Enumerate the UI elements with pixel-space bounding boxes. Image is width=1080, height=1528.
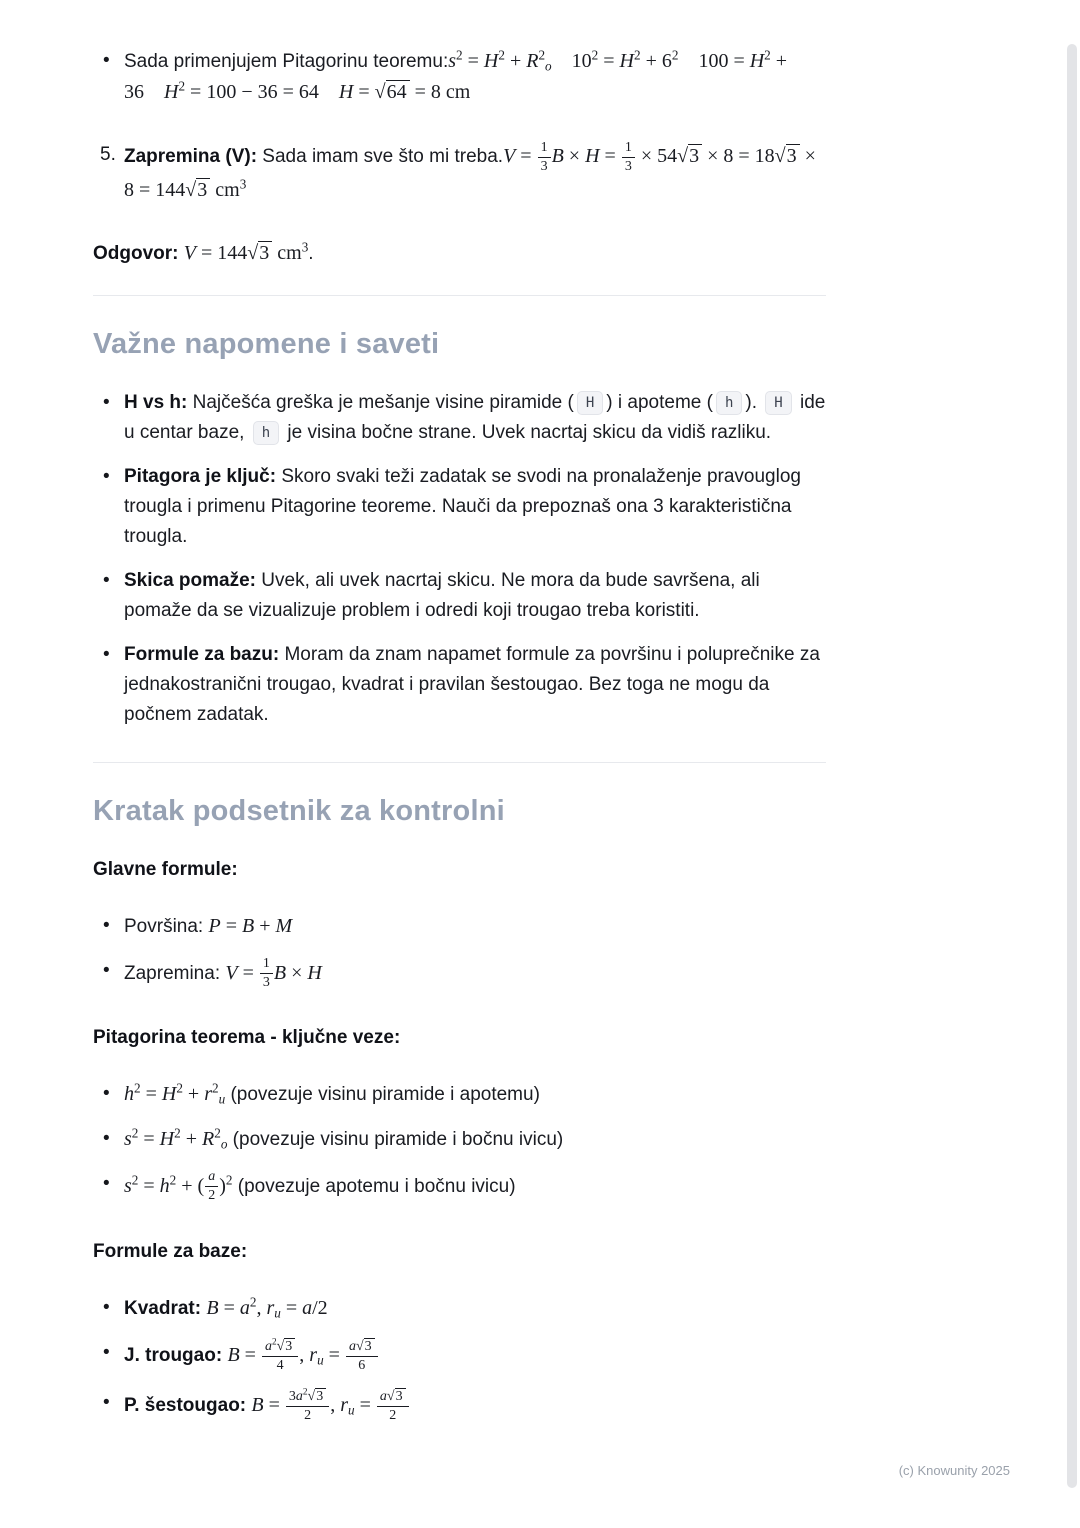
math-expression: $h^2 = H^2 + r^2_u$ <box>124 1080 226 1107</box>
text-run: Površina: <box>124 916 209 938</box>
bold-text: Pitagorina teorema - ključne veze: <box>93 1027 401 1049</box>
bullet-list <box>93 911 826 991</box>
list-item <box>93 566 826 626</box>
math-expression: $s^2 = H^2 + R^2_o$ <box>124 1125 228 1152</box>
bold-text: Odgovor: <box>93 243 179 265</box>
list-item-text <box>124 956 322 991</box>
bullet-list <box>93 1293 826 1424</box>
bullet-icon: • <box>103 1341 110 1363</box>
paragraph <box>93 1023 826 1053</box>
bullet-icon: • <box>103 50 110 71</box>
text-run: Skoro svaki teži zadatak se svodi na pronalaženje pravouglog trougla i primenu Pitagorine teoreme. Nauči da prepoznaš ona 3 karakteristična trougla. <box>124 466 801 548</box>
bullet-icon: • <box>103 644 110 666</box>
list-item-text <box>124 1335 379 1373</box>
list-item <box>93 1079 826 1110</box>
list-item <box>93 388 826 448</box>
bullet-list <box>93 1079 826 1204</box>
bullet-icon: • <box>103 960 110 982</box>
ordered-list <box>93 140 826 206</box>
text-run: Uvek, ali uvek nacrtaj skicu. Ne mora da bude savršena, ali pomaže da se vizualizuje problem i odredi koji trougao treba koristiti. <box>124 570 760 622</box>
bold-text: Formule za baze: <box>93 1240 248 1262</box>
paragraph <box>93 855 826 885</box>
math-expression: V = $\frac{1}{3}$ B × H = $\frac{1}{3}$ × 54√3 × 8 = 18√3 × 8 = 144√3 $cm^3$ <box>124 140 816 202</box>
scrollbar-thumb[interactable] <box>1067 44 1077 1488</box>
math-expression: $B = a^2$, $r_u = a/2$ <box>206 1293 328 1320</box>
text-run: Najčešća greška je mešanje visine piramide ( <box>187 392 574 414</box>
bold-text: Pitagora je ključ: <box>124 466 277 488</box>
text-run: ide u centar baze, <box>124 392 826 444</box>
list-item-text <box>124 1169 516 1204</box>
section-heading: Važne napomene i saveti <box>93 328 440 361</box>
list-item-text <box>124 1386 410 1423</box>
list-item <box>93 1124 826 1155</box>
bullet-icon: • <box>103 466 110 488</box>
list-item <box>93 640 826 730</box>
list-item-text <box>124 1293 328 1320</box>
math-expression: B = $\frac{a^2√3}{4}$ , $r_u$ = $\frac{a√3}{6}$ <box>227 1344 378 1366</box>
bullet-icon: • <box>103 1128 110 1150</box>
math-expression: V = $\frac{1}{3}$ B × H <box>225 956 322 991</box>
inline-code-chip: H <box>765 391 791 415</box>
scrollbar[interactable] <box>1065 0 1080 1528</box>
section-heading: Kratak podsetnik za kontrolni <box>93 795 505 828</box>
bullet-icon: • <box>103 1296 110 1318</box>
list-item <box>93 1169 826 1204</box>
list-item <box>93 462 826 552</box>
list-item <box>93 1335 826 1374</box>
list-item-text <box>124 1125 564 1152</box>
divider <box>93 762 826 763</box>
list-item-text <box>124 392 825 443</box>
text-run: (povezuje visinu piramide i apotemu) <box>225 1084 540 1106</box>
list-item <box>93 46 826 108</box>
text-run: Sada primenjujem Pitagorinu teoremu: <box>124 51 449 72</box>
text-run: je visina bočne strane. Uvek nacrtaj skicu da vidiš razliku. <box>282 422 772 444</box>
text-run: (povezuje visinu piramide i bočnu ivicu) <box>227 1129 564 1151</box>
text-run: ). <box>745 392 763 414</box>
list-item <box>93 911 826 942</box>
bold-text: Skica pomaže: <box>124 570 256 592</box>
list-item <box>93 1293 826 1324</box>
bullet-icon: • <box>103 915 110 937</box>
list-item <box>93 140 826 206</box>
paragraph <box>93 238 826 269</box>
bullet-icon: • <box>103 1391 110 1413</box>
math-expression: V = 144√3 $cm^3$ <box>183 239 309 265</box>
bullet-icon: • <box>103 392 110 414</box>
bullet-list <box>93 388 826 730</box>
bold-text: J. trougao: <box>124 1344 223 1366</box>
math-expression: $s^2 = h^2$ + ( $\frac{a}{2}$ )$^2$ <box>124 1169 233 1204</box>
bold-text: Glavne formule: <box>93 859 238 881</box>
list-item-text <box>124 644 820 725</box>
inline-code-chip: h <box>253 421 279 445</box>
document-body <box>93 46 826 1456</box>
bold-text: H vs h: <box>124 392 188 414</box>
math-expression: $s^2 = H^2 + R^2_o$ $10^2 = H^2 + 6^2$ $100 = H^2 + 36$ $H^2 = 100 - 36 = 64$ H = √64 = 8 cm <box>124 47 788 103</box>
list-item-text <box>124 466 801 547</box>
bold-text: Kvadrat: <box>124 1297 202 1319</box>
bullet-icon: • <box>103 570 110 592</box>
copyright-footer: (c) Knowunity 2025 <box>898 1463 1010 1478</box>
text-run: (povezuje apotemu i bočnu ivicu) <box>232 1175 516 1197</box>
text-run: Sada imam sve što mi treba. <box>257 146 504 168</box>
text-run: Zapremina: <box>124 962 226 984</box>
inline-code-chip: H <box>577 391 603 415</box>
list-number: 5. <box>100 144 116 165</box>
list-item-text <box>124 916 292 937</box>
list-item-text <box>124 1080 540 1107</box>
list-item-text <box>124 570 760 621</box>
text-run: Moram da znam napamet formule za površinu i poluprečnike za jednakostranični trougao, kvadrat i pravilan šestougao. Bez toga ne mogu da počnem zadatak. <box>124 644 820 726</box>
divider <box>93 295 826 296</box>
bullet-icon: • <box>103 1083 110 1105</box>
bold-text: Zapremina (V): <box>124 146 258 168</box>
list-item-text <box>124 140 816 202</box>
math-expression: B = $\frac{3a^2√3}{2}$ , $r_u$ = $\frac{a√3}{2}$ <box>251 1394 409 1416</box>
paragraph <box>93 1237 826 1267</box>
bold-text: Formule za bazu: <box>124 644 280 666</box>
math-expression: P = B + M <box>208 915 293 938</box>
list-item <box>93 1388 826 1424</box>
bullet-icon: • <box>103 1173 110 1195</box>
text-run: . <box>308 243 314 265</box>
list-item-text <box>124 47 788 103</box>
text-run: ) i apoteme ( <box>606 392 713 414</box>
bold-text: P. šestougao: <box>124 1395 247 1417</box>
bullet-list <box>93 46 826 108</box>
list-item <box>93 956 826 991</box>
inline-code-chip: h <box>716 391 742 415</box>
